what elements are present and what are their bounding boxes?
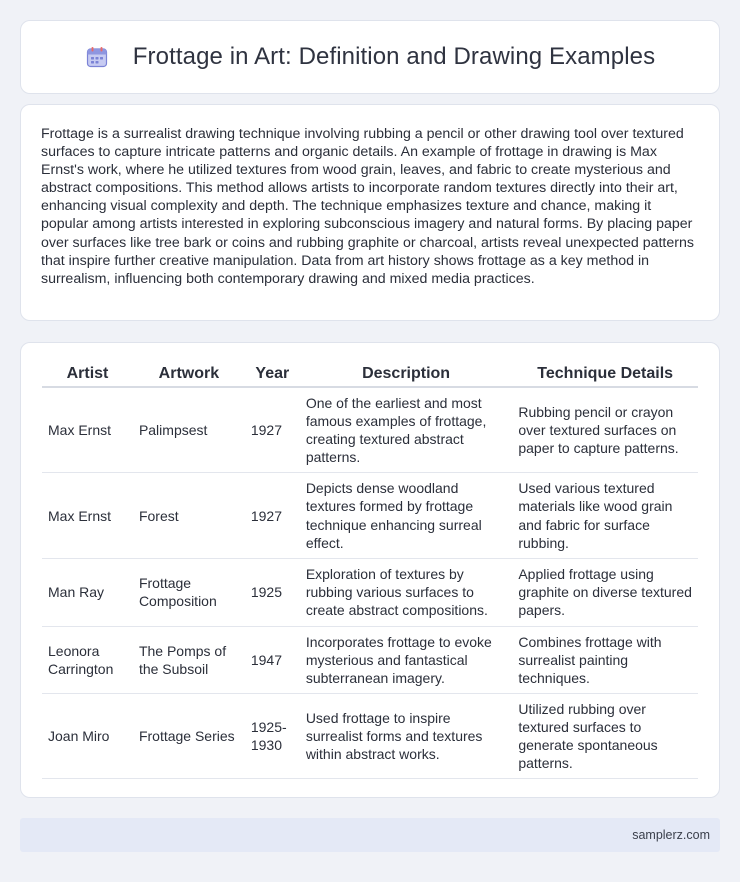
cell-artwork: The Pomps of the Subsoil xyxy=(133,626,245,693)
intro-paragraph: Frottage is a surrealist drawing technique involving rubbing a pencil or other drawing tool over textured surfaces to capture intricate patterns and organic details. An example of frottage in drawing is Max Ernst's work, where he utilized textures from wood grain, leaves, and fabric to create mysterious and abstract compositions. This method allows artists to incorporate random textures directly into their art, enhancing visual complexity and depth. The technique emphasizes texture and chance, making it popular among artists interested in exploring subconscious imagery and natural forms. By placing paper over surfaces like tree bark or coins and rubbing graphite or charcoal, artists reveal unexpected patterns that inspire further creative manipulation. Data from art history shows frottage as a key method in surrealism, influencing both contemporary drawing and mixed media practices. xyxy=(41,126,694,287)
cell-artist: Man Ray xyxy=(42,558,133,626)
table-header-row xyxy=(42,361,698,387)
footer-site-link[interactable]: samplerz.com xyxy=(632,828,710,842)
cell-artist: Joan Miro xyxy=(42,694,133,779)
column-header-artwork: Artwork xyxy=(133,361,245,387)
cell-description: Exploration of textures by rubbing various surfaces to create abstract compositions. xyxy=(300,558,513,626)
table-card xyxy=(20,342,720,798)
cell-artwork: Forest xyxy=(133,473,245,558)
cell-artwork: Frottage Series xyxy=(133,694,245,779)
cell-artist: Max Ernst xyxy=(42,473,133,558)
title-card xyxy=(20,20,720,94)
cell-artwork: Frottage Composition xyxy=(133,558,245,626)
intro-card xyxy=(20,104,720,321)
cell-year: 1927 xyxy=(245,387,300,473)
page-title: Frottage in Art: Definition and Drawing Examples xyxy=(132,43,656,70)
column-header-description: Description xyxy=(300,361,513,387)
cell-year: 1927 xyxy=(245,473,300,558)
table-row xyxy=(42,387,698,473)
cell-artist: Max Ernst xyxy=(42,387,133,473)
table-row xyxy=(42,473,698,558)
cell-technique: Used various textured materials like wood grain and fabric for surface rubbing. xyxy=(512,473,698,558)
cell-technique: Rubbing pencil or crayon over textured surfaces on paper to capture patterns. xyxy=(512,387,698,473)
cell-technique: Utilized rubbing over textured surfaces to generate spontaneous patterns. xyxy=(512,694,698,779)
cell-artist: Leonora Carrington xyxy=(42,626,133,693)
cell-technique: Combines frottage with surrealist painting techniques. xyxy=(512,626,698,693)
cell-technique: Applied frottage using graphite on diverse textured papers. xyxy=(512,558,698,626)
table-row xyxy=(42,558,698,626)
cell-description: One of the earliest and most famous examples of frottage, creating textured abstract patterns. xyxy=(300,387,513,473)
cell-year: 1925 xyxy=(245,558,300,626)
footer xyxy=(20,818,720,852)
cell-description: Used frottage to inspire surrealist forms and textures within abstract works. xyxy=(300,694,513,779)
cell-year: 1947 xyxy=(245,626,300,693)
cell-description: Incorporates frottage to evoke mysterious and fantastical subterranean imagery. xyxy=(300,626,513,693)
table-row xyxy=(42,626,698,693)
artworks-table xyxy=(42,361,698,779)
cell-description: Depicts dense woodland textures formed by frottage technique enhancing surreal effect. xyxy=(300,473,513,558)
title-wrap xyxy=(85,43,655,71)
column-header-artist: Artist xyxy=(42,361,133,387)
column-header-year: Year xyxy=(245,361,300,387)
calendar-icon xyxy=(85,45,109,69)
cell-year: 1925-1930 xyxy=(245,694,300,779)
cell-artwork: Palimpsest xyxy=(133,387,245,473)
column-header-technique: Technique Details xyxy=(512,361,698,387)
table-row xyxy=(42,694,698,779)
